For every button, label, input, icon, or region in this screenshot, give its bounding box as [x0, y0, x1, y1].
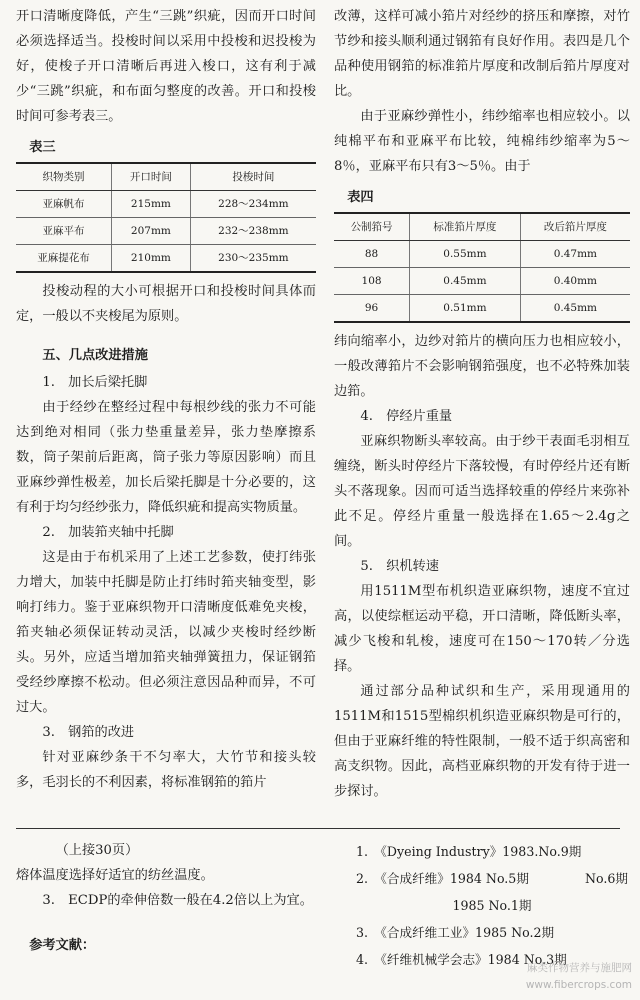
reference-text: No.6期	[585, 871, 628, 886]
subsection-heading: 2. 加装筘夹轴中托脚	[42, 525, 174, 540]
paragraph: 用1511M型布机织造亚麻织物，速度不宜过高，以使综框运动平稳，开口清晰，降低断头率，减少飞梭和轧梭，速度可在150～170转／分选择。	[334, 584, 630, 674]
paragraph: 这是由于布机采用了上述工艺参数，使打纬张力增大，加装中托脚是防止打纬时筘夹轴变型，影响打纬力。鉴于亚麻织物开口清晰度低难免夹梭，筘夹轴必须保证转动灵活，以减少夹梭时经纱断头。另外，应适当增加筘夹轴弹簧扭力，保证钢筘受经纱摩擦不松动。但必须注意因品种而异，不可过大。	[16, 550, 316, 715]
paragraph: 纬向缩率小，边纱对筘片的横向压力也相应较小，一般改薄筘片不会影响钢筘强度，也不必特殊加装边筘。	[334, 334, 630, 399]
reference-text: 2. 《合成纤维》1984 No.5期	[356, 871, 529, 886]
table3-header: 织物类别	[16, 163, 112, 191]
paragraph: 通过部分品种试织和生产，采用现通用的1511M和1515型棉织机织造亚麻织物是可行的，但由于亚麻纤维的特性限制，一般不适于织高密和高支织物。因此，高档亚麻织物的开发有待于进一步探讨。	[334, 684, 630, 799]
table-cell: 207mm	[112, 218, 191, 245]
left-column	[16, 4, 316, 795]
table4-header: 公制筘号	[334, 213, 410, 241]
table-cell: 亚麻平布	[16, 218, 112, 245]
references-title: 参考文献：	[29, 938, 96, 953]
table-cell: 96	[334, 295, 410, 323]
table3	[16, 162, 316, 273]
table-cell: 0.51mm	[410, 295, 521, 323]
table4-header: 标准筘片厚度	[410, 213, 521, 241]
paragraph: 开口清晰度降低，产生“三跳”织疵，因而开口时间必须选择适当。投梭时间以采用中投梭和迟投梭为好，使梭子开口清晰后再进入梭口，这有利于减少“三跳”织疵，和布面匀整度的改善。开口和投梭时间可参考表三。	[16, 9, 316, 124]
table-cell: 0.55mm	[410, 241, 521, 268]
footer-divider	[16, 828, 620, 829]
table4	[334, 212, 630, 323]
table-cell: 210mm	[112, 245, 191, 273]
paragraph: 由于亚麻纱弹性小，纬纱缩率也相应较小。以纯棉平布和亚麻平布比较，纯棉纬纱缩率为5～8％，亚麻平布只有3～5％。由于	[334, 109, 630, 174]
table-cell: 0.40mm	[520, 268, 630, 295]
table-cell: 108	[334, 268, 410, 295]
table-cell: 88	[334, 241, 410, 268]
paragraph: 熔体温度选择好适宜的纺丝温度。	[16, 868, 214, 883]
table-row	[16, 245, 316, 273]
subsection-heading: 4. 停经片重量	[360, 409, 453, 424]
watermark	[526, 960, 632, 994]
subsection-heading: 3. 钢筘的改进	[42, 725, 135, 740]
table-cell: 0.45mm	[410, 268, 521, 295]
table-cell: 228～234mm	[190, 191, 316, 218]
table-cell: 0.47mm	[520, 241, 630, 268]
section-heading: 五、几点改进措施	[42, 348, 148, 363]
right-column	[334, 4, 630, 804]
watermark-text: 麻类作物营养与施肥网	[527, 962, 632, 974]
table4-caption: 表四	[347, 190, 374, 205]
references-list	[356, 838, 628, 973]
table3-caption: 表三	[29, 140, 56, 155]
watermark-url: www.fibercrops.com	[525, 979, 632, 991]
table-row	[334, 295, 630, 323]
subsection-heading: 1. 加长后梁托脚	[42, 375, 148, 390]
paragraph: 投梭动程的大小可根据开口和投梭时间具体而定，一般以不夹梭尾为原则。	[16, 284, 316, 324]
table-cell: 232～238mm	[190, 218, 316, 245]
paragraph: 3. ECDP的牵伸倍数一般在4.2倍以上为宜。	[42, 893, 313, 908]
table-cell: 0.45mm	[520, 295, 630, 323]
subsection-heading: 5. 织机转速	[360, 559, 439, 574]
paragraph: 由于经纱在整经过程中每根纱线的张力不可能达到绝对相同（张力垫重量差异，张力垫摩擦系数，筒子架前后距离，筒子张力等原因影响）而且亚麻纱弹性极差，加长后梁托脚是十分必要的，这有利于均匀经纱张力，降低织疵和提高实物质量。	[16, 400, 316, 515]
table3-header: 开口时间	[112, 163, 191, 191]
table-cell: 215mm	[112, 191, 191, 218]
reference-item: 3. 《合成纤维工业》1985 No.2期	[356, 925, 555, 940]
table-row	[16, 218, 316, 245]
reference-item	[356, 865, 628, 892]
table4-header: 改后筘片厚度	[520, 213, 630, 241]
table-row	[334, 241, 630, 268]
reference-item: 1. 《Dyeing Industry》1983.No.9期	[356, 844, 582, 859]
reference-item: 4. 《纤维机械学会志》1984 No.3期	[356, 952, 567, 967]
paragraph: 针对亚麻纱条干不匀率大，大竹节和接头较多，毛羽长的不利因素，将标准钢筘的筘片	[16, 750, 316, 790]
table-cell: 亚麻提花布	[16, 245, 112, 273]
continued-note: （上接30页）	[55, 843, 139, 858]
table-row	[334, 268, 630, 295]
paragraph: 改薄，这样可减小筘片对经纱的挤压和摩擦，对竹节纱和接头顺利通过钢筘有良好作用。表四是几个品种使用钢筘的标准筘片厚度和改制后筘片厚度对比。	[334, 9, 630, 99]
footer-left	[16, 838, 316, 958]
paragraph: 亚麻织物断头率较高。由于纱干表面毛羽相互缠绕，断头时停经片下落较慢，有时停经片还有断头不落现象。因而可适当选择较重的停经片来弥补此不足。停经片重量一般选择在1.65～2.4g之间。	[334, 434, 630, 549]
table3-header: 投梭时间	[190, 163, 316, 191]
table-cell: 亚麻帆布	[16, 191, 112, 218]
table-row	[16, 191, 316, 218]
table-cell: 230～235mm	[190, 245, 316, 273]
reference-item: 1985 No.1期	[452, 898, 532, 913]
